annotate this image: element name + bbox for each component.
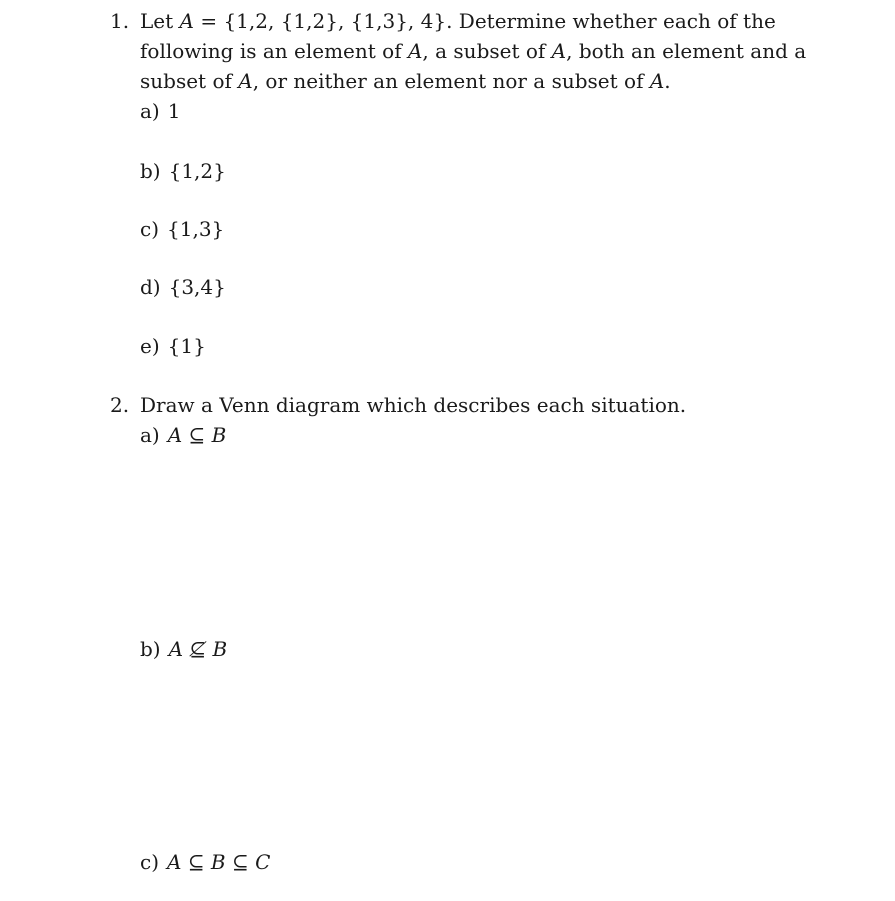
q1-item-c: c) {1,3}	[140, 217, 225, 241]
question-1	[110, 6, 870, 96]
question-2-text: Draw a Venn diagram which describes each situation.	[140, 393, 687, 417]
question-2-number: 2.	[110, 393, 130, 417]
q1-item-e: e) {1}	[140, 334, 206, 358]
q2-item-c: c) A ⊆ B ⊆ C	[140, 850, 271, 874]
q1-item-a: a) 1	[140, 99, 181, 123]
question-1-number: 1.	[110, 9, 130, 33]
question-1-text: Let A = {1,2, {1,2}, {1,3}, 4}. Determine whether each of the following is an element of A, a subset of A, both an element and a subset of A, or neither an element nor a subset of A.	[140, 9, 807, 93]
q1-item-b: b) {1,2}	[140, 159, 226, 183]
q1-item-d: d) {3,4}	[140, 275, 226, 299]
q2-item-b: b) A ⊈ B	[140, 637, 228, 661]
q2-item-a: a) A ⊆ B	[140, 423, 227, 447]
question-2	[110, 390, 870, 420]
